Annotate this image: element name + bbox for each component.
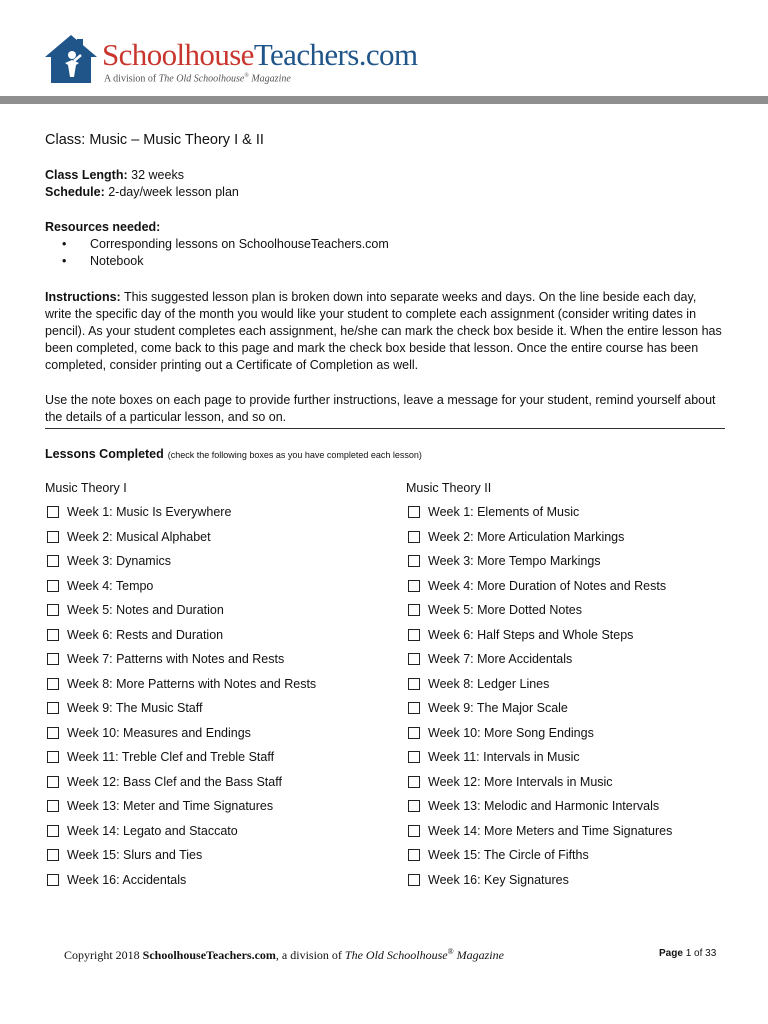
lesson-item [408, 748, 580, 766]
lesson-item [47, 822, 238, 840]
lesson-label: Week 7: Patterns with Notes and Rests [67, 652, 285, 666]
schedule: Schedule: 2-day/week lesson plan [45, 185, 239, 199]
lesson-label: Week 14: Legato and Staccato [67, 823, 238, 838]
lesson-item [408, 552, 601, 570]
lesson-checkbox[interactable] [408, 678, 420, 690]
lesson-label: Week 12: Bass Clef and the Bass Staff [67, 774, 282, 789]
lesson-checkbox[interactable] [47, 629, 59, 641]
lesson-checkbox[interactable] [408, 653, 420, 665]
lesson-checkbox[interactable] [47, 678, 59, 690]
lesson-label: Week 11: Intervals in Music [428, 750, 580, 764]
brand-part-teachers: Teachers.com [253, 37, 418, 72]
lesson-item [408, 773, 613, 791]
column-title-theory-1: Music Theory I [45, 481, 127, 495]
lesson-label: Week 9: The Major Scale [428, 701, 568, 715]
lesson-item [47, 797, 273, 815]
lesson-label: Week 9: The Music Staff [67, 701, 203, 715]
lesson-item [47, 871, 186, 889]
lesson-label: Week 7: More Accidentals [428, 652, 573, 666]
lesson-item [408, 650, 572, 668]
lesson-checkbox[interactable] [408, 874, 420, 886]
lesson-label: Week 11: Treble Clef and Treble Staff [67, 750, 275, 764]
lesson-label: Week 16: Accidentals [67, 872, 187, 887]
lesson-label: Week 15: The Circle of Fifths [428, 848, 589, 862]
lesson-checkbox[interactable] [47, 849, 59, 861]
header-divider-bar [0, 96, 768, 104]
section-divider [45, 428, 725, 429]
lesson-label: Week 10: Measures and Endings [67, 725, 251, 740]
class-length: Class Length: 32 weeks [45, 168, 184, 182]
lesson-item [408, 822, 672, 840]
lesson-checkbox[interactable] [408, 629, 420, 641]
lesson-item [47, 552, 171, 570]
lesson-checkbox[interactable] [47, 506, 59, 518]
lesson-item [47, 724, 251, 742]
lesson-item [408, 846, 589, 864]
brand-subtitle: A division of The Old Schoolhouse® Magazine [104, 73, 291, 85]
lesson-checkbox[interactable] [47, 702, 59, 714]
lesson-label: Week 1: Music Is Everywhere [67, 505, 232, 519]
lesson-label: Week 16: Key Signatures [428, 872, 569, 887]
lesson-item [47, 503, 231, 521]
lessons-completed-heading: Lessons Completed (check the following boxes as you have completed each lesson) [45, 447, 422, 461]
lesson-label: Week 14: More Meters and Time Signatures [428, 823, 673, 838]
lesson-item [408, 871, 569, 889]
lesson-item [47, 699, 202, 717]
lesson-label: Week 5: More Dotted Notes [428, 603, 583, 617]
notes-paragraph: Use the note boxes on each page to provide further instructions, leave a message for your student, remind yourself about the details of a particular lesson, and so on. [45, 393, 716, 424]
lesson-item [408, 577, 666, 595]
lesson-checkbox[interactable] [408, 825, 420, 837]
lesson-checkbox[interactable] [47, 555, 59, 567]
lesson-item [408, 626, 633, 644]
schoolhouse-logo-icon [43, 33, 99, 85]
lesson-item [47, 748, 274, 766]
brand-name [102, 37, 417, 73]
lesson-item [47, 577, 153, 595]
lesson-label: Week 2: Musical Alphabet [67, 529, 211, 544]
lesson-label: Week 15: Slurs and Ties [67, 848, 203, 862]
instructions-paragraph: Instructions: This suggested lesson plan is broken down into separate weeks and days. On the line beside each day, write the specific day of the month you would like your student to complete each assignment (consider writing dates in pencil). As your student completes each assignment, he/she can mark the check box beside it. When the entire lesson has been completed, come back to this page and mark the check box beside that lesson. Once the entire course has been completed, consider printing out a Certificate of Completion as well. [45, 290, 722, 372]
lesson-label: Week 3: Dynamics [67, 554, 171, 568]
lesson-checkbox[interactable] [408, 555, 420, 567]
lesson-label: Week 3: More Tempo Markings [428, 554, 601, 568]
lesson-checkbox[interactable] [47, 751, 59, 763]
lesson-checkbox[interactable] [408, 849, 420, 861]
lesson-checkbox[interactable] [47, 874, 59, 886]
lesson-checkbox[interactable] [408, 727, 420, 739]
footer-page-number: Page 1 of 33 [659, 948, 717, 959]
resource-item: • Corresponding lessons on SchoolhouseTeachers.com [62, 237, 389, 251]
lesson-item [47, 626, 223, 644]
lesson-checkbox[interactable] [408, 776, 420, 788]
lesson-item [47, 528, 211, 546]
class-title: Class: Music – Music Theory I & II [45, 132, 264, 148]
lesson-item [47, 846, 202, 864]
lesson-checkbox[interactable] [47, 580, 59, 592]
lesson-item [408, 675, 549, 693]
lesson-item [408, 528, 624, 546]
column-title-theory-2: Music Theory II [406, 481, 492, 495]
lesson-item [47, 675, 316, 693]
lesson-label: Week 6: Rests and Duration [67, 627, 224, 642]
lesson-checkbox[interactable] [408, 702, 420, 714]
lesson-label: Week 10: More Song Endings [428, 725, 594, 740]
lesson-item [408, 797, 659, 815]
resources-heading: Resources needed: [45, 220, 161, 234]
lesson-checkbox[interactable] [408, 604, 420, 616]
lesson-label: Week 1: Elements of Music [428, 505, 580, 519]
lesson-checkbox[interactable] [408, 580, 420, 592]
lesson-checkbox[interactable] [47, 800, 59, 812]
lesson-label: Week 4: More Duration of Notes and Rests [428, 578, 667, 593]
lesson-label: Week 2: More Articulation Markings [428, 529, 625, 544]
lesson-item [47, 601, 224, 619]
lesson-label: Week 5: Notes and Duration [67, 603, 224, 617]
lesson-item [408, 699, 568, 717]
lesson-item [408, 601, 582, 619]
lesson-checkbox[interactable] [47, 604, 59, 616]
lesson-checkbox[interactable] [47, 776, 59, 788]
lesson-item [47, 773, 282, 791]
lesson-checkbox[interactable] [408, 506, 420, 518]
lesson-item [408, 503, 579, 521]
lesson-checkbox[interactable] [408, 800, 420, 812]
lesson-checkbox[interactable] [47, 531, 59, 543]
lesson-label: Week 8: Ledger Lines [428, 676, 550, 691]
lesson-checkbox[interactable] [408, 751, 420, 763]
lesson-item [408, 724, 594, 742]
lesson-label: Week 13: Meter and Time Signatures [67, 799, 274, 813]
lesson-checkbox[interactable] [47, 825, 59, 837]
brand-part-schoolhouse: Schoolhouse [102, 37, 254, 72]
lesson-label: Week 4: Tempo [67, 578, 154, 593]
lesson-label: Week 12: More Intervals in Music [428, 774, 613, 789]
lesson-checkbox[interactable] [47, 727, 59, 739]
lesson-label: Week 6: Half Steps and Whole Steps [428, 627, 634, 642]
lesson-checkbox[interactable] [47, 653, 59, 665]
lesson-label: Week 8: More Patterns with Notes and Rests [67, 676, 317, 691]
resource-item: • Notebook [62, 254, 144, 268]
lesson-checkbox[interactable] [408, 531, 420, 543]
footer-copyright: Copyright 2018 SchoolhouseTeachers.com, a division of The Old Schoolhouse® Magazine [64, 947, 504, 962]
lesson-item [47, 650, 284, 668]
lesson-label: Week 13: Melodic and Harmonic Intervals [428, 799, 660, 813]
